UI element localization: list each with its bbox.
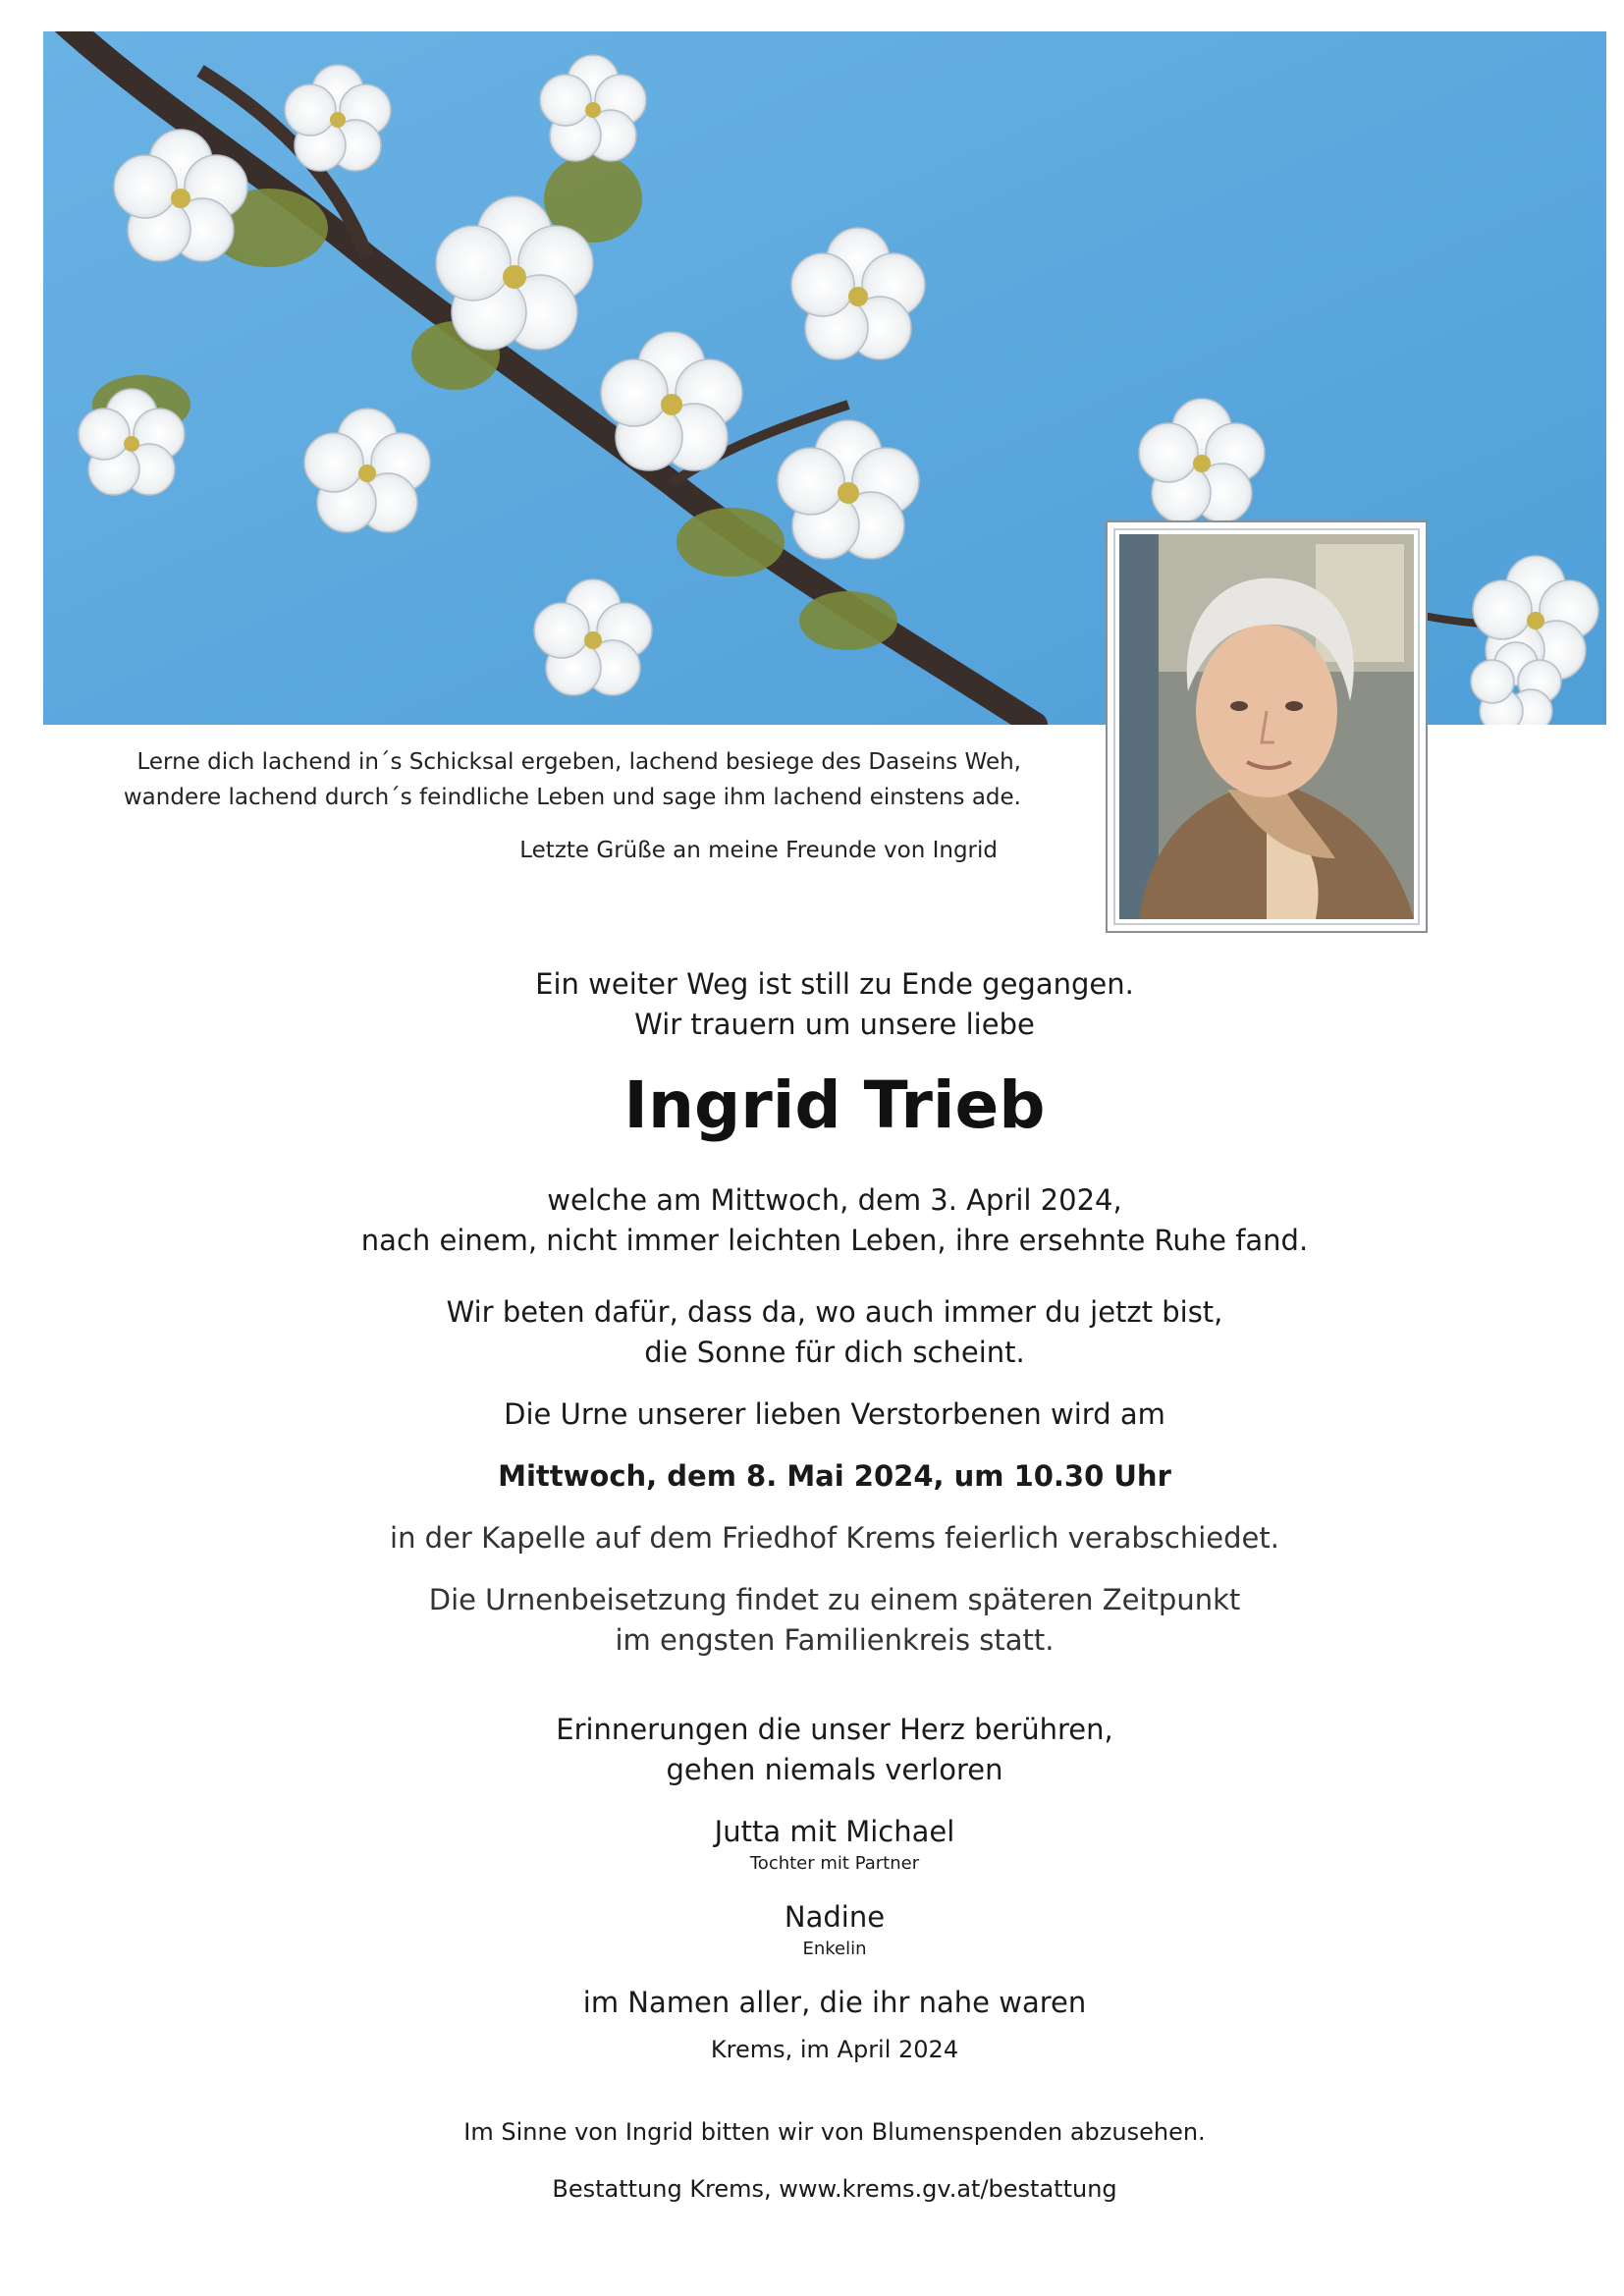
memory-line-2: gehen niemals verloren (666, 1753, 1003, 1786)
mourner-name: Jutta mit Michael (714, 1815, 955, 1848)
ceremony-datetime: Mittwoch, dem 8. Mai 2024, um 10.30 Uhr (498, 1459, 1171, 1493)
mourner-name: Nadine (784, 1900, 886, 1934)
intro-line-2: Wir trauern um unsere liebe (634, 1008, 1035, 1041)
undertaker-line: Bestattung Krems, www.krems.gv.at/bestattung (552, 2175, 1117, 2203)
intro-line-1: Ein weiter Weg ist still zu Ende gegangen. (535, 967, 1134, 1001)
mourner-relation: Enkelin (802, 1939, 867, 1959)
death-line-1: welche am Mittwoch, dem 3. April 2024, (547, 1183, 1122, 1217)
place-date: Krems, im April 2024 (710, 2036, 959, 2063)
ceremony-intro: Die Urne unserer lieben Verstorbenen wird am (504, 1397, 1165, 1431)
prayer-line-2: die Sonne für dich scheint. (644, 1336, 1025, 1369)
portrait-photo (1106, 520, 1428, 933)
mourner-relation: Tochter mit Partner (749, 1853, 920, 1874)
burial-line-2: im engsten Familienkreis statt. (615, 1623, 1055, 1657)
ceremony-location: in der Kapelle auf dem Friedhof Krems feierlich verabschiedet. (390, 1521, 1279, 1555)
deceased-name: Ingrid Trieb (623, 1067, 1046, 1143)
poem-line-1: Lerne dich lachend in´s Schicksal ergeben, lachend besiege des Daseins Weh, (136, 749, 1021, 775)
prayer-line-1: Wir beten dafür, dass da, wo auch immer du jetzt bist, (446, 1295, 1223, 1329)
obituary-body (295, 964, 1375, 2206)
flowers-note: Im Sinne von Ingrid bitten wir von Blumenspenden abzusehen. (463, 2118, 1206, 2146)
closing-line: im Namen aller, die ihr nahe waren (582, 1986, 1087, 2019)
poem-quote (98, 744, 1021, 868)
memory-line-1: Erinnerungen die unser Herz berühren, (556, 1713, 1113, 1746)
poem-line-2: wandere lachend durch´s feindliche Leben und sage ihm lachend einstens ade. (123, 785, 1021, 810)
death-line-2: nach einem, nicht immer leichten Leben, ihre ersehnte Ruhe fand. (360, 1224, 1309, 1257)
poem-signature: Letzte Grüße an meine Freunde von Ingrid (519, 838, 998, 863)
portrait-illustration (1119, 534, 1414, 919)
burial-line-1: Die Urnenbeisetzung findet zu einem späteren Zeitpunkt (428, 1583, 1241, 1616)
